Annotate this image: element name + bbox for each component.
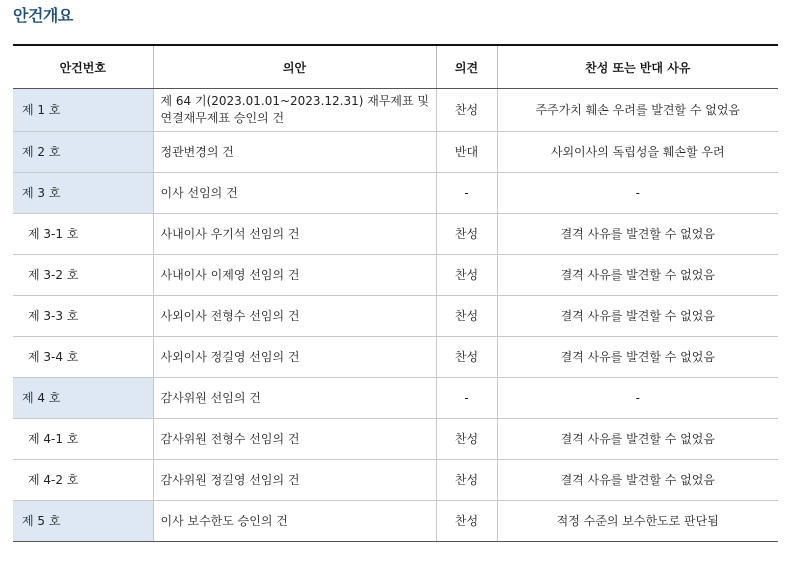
reason-cell: 결격 사유를 발견할 수 없었음: [497, 337, 778, 378]
agenda-no-cell: 제 4-2 호: [13, 460, 153, 501]
table-row: [13, 501, 778, 542]
item-cell: 이사 보수한도 승인의 건: [153, 501, 436, 542]
table-row: [13, 337, 778, 378]
table-row: [13, 378, 778, 419]
item-cell: 사내이사 이제영 선임의 건: [153, 255, 436, 296]
table-row: [13, 296, 778, 337]
opinion-cell: 찬성: [436, 214, 497, 255]
agenda-no-cell: 제 3 호: [13, 173, 153, 214]
reason-cell: 결격 사유를 발견할 수 없었음: [497, 419, 778, 460]
table-row: [13, 132, 778, 173]
reason-cell: -: [497, 173, 778, 214]
item-cell: 감사위원 선임의 건: [153, 378, 436, 419]
table-row: [13, 89, 778, 132]
opinion-cell: -: [436, 173, 497, 214]
reason-cell: 결격 사유를 발견할 수 없었음: [497, 296, 778, 337]
agenda-no-cell: 제 5 호: [13, 501, 153, 542]
reason-cell: 적정 수준의 보수한도로 판단됨: [497, 501, 778, 542]
header-item: 의안: [153, 45, 436, 89]
opinion-cell: 찬성: [436, 419, 497, 460]
item-cell: 사내이사 우기석 선임의 건: [153, 214, 436, 255]
header-agenda-no: 안건번호: [13, 45, 153, 89]
opinion-cell: 찬성: [436, 337, 497, 378]
opinion-cell: 찬성: [436, 296, 497, 337]
reason-cell: 결격 사유를 발견할 수 없었음: [497, 255, 778, 296]
table-header-row: [13, 45, 778, 89]
agenda-no-cell: 제 2 호: [13, 132, 153, 173]
opinion-cell: 찬성: [436, 460, 497, 501]
table-row: [13, 214, 778, 255]
section-title: 안건개요: [13, 6, 73, 25]
item-cell: 정관변경의 건: [153, 132, 436, 173]
table-row: [13, 419, 778, 460]
table-row: [13, 173, 778, 214]
table-row: [13, 460, 778, 501]
reason-cell: 결격 사유를 발견할 수 없었음: [497, 460, 778, 501]
item-cell: 제 64 기(2023.01.01~2023.12.31) 재무제표 및 연결재무제표 승인의 건: [153, 89, 436, 132]
item-cell: 감사위원 전형수 선임의 건: [153, 419, 436, 460]
opinion-cell: -: [436, 378, 497, 419]
opinion-cell: 찬성: [436, 255, 497, 296]
reason-cell: 주주가치 훼손 우려를 발견할 수 없었음: [497, 89, 778, 132]
header-opinion: 의견: [436, 45, 497, 89]
opinion-cell: 찬성: [436, 501, 497, 542]
agenda-no-cell: 제 3-3 호: [13, 296, 153, 337]
agenda-no-cell: 제 4 호: [13, 378, 153, 419]
reason-cell: 사외이사의 독립성을 훼손할 우려: [497, 132, 778, 173]
agenda-no-cell: 제 3-1 호: [13, 214, 153, 255]
reason-cell: -: [497, 378, 778, 419]
agenda-no-cell: 제 3-4 호: [13, 337, 153, 378]
item-cell: 사외이사 정길영 선임의 건: [153, 337, 436, 378]
opinion-cell: 찬성: [436, 89, 497, 132]
opinion-cell: 반대: [436, 132, 497, 173]
agenda-no-cell: 제 4-1 호: [13, 419, 153, 460]
item-cell: 감사위원 정길영 선임의 건: [153, 460, 436, 501]
reason-cell: 결격 사유를 발견할 수 없었음: [497, 214, 778, 255]
agenda-table: [13, 44, 778, 542]
table-row: [13, 255, 778, 296]
header-reason: 찬성 또는 반대 사유: [497, 45, 778, 89]
item-cell: 이사 선임의 건: [153, 173, 436, 214]
agenda-no-cell: 제 3-2 호: [13, 255, 153, 296]
item-cell: 사외이사 전형수 선임의 건: [153, 296, 436, 337]
agenda-no-cell: 제 1 호: [13, 89, 153, 132]
